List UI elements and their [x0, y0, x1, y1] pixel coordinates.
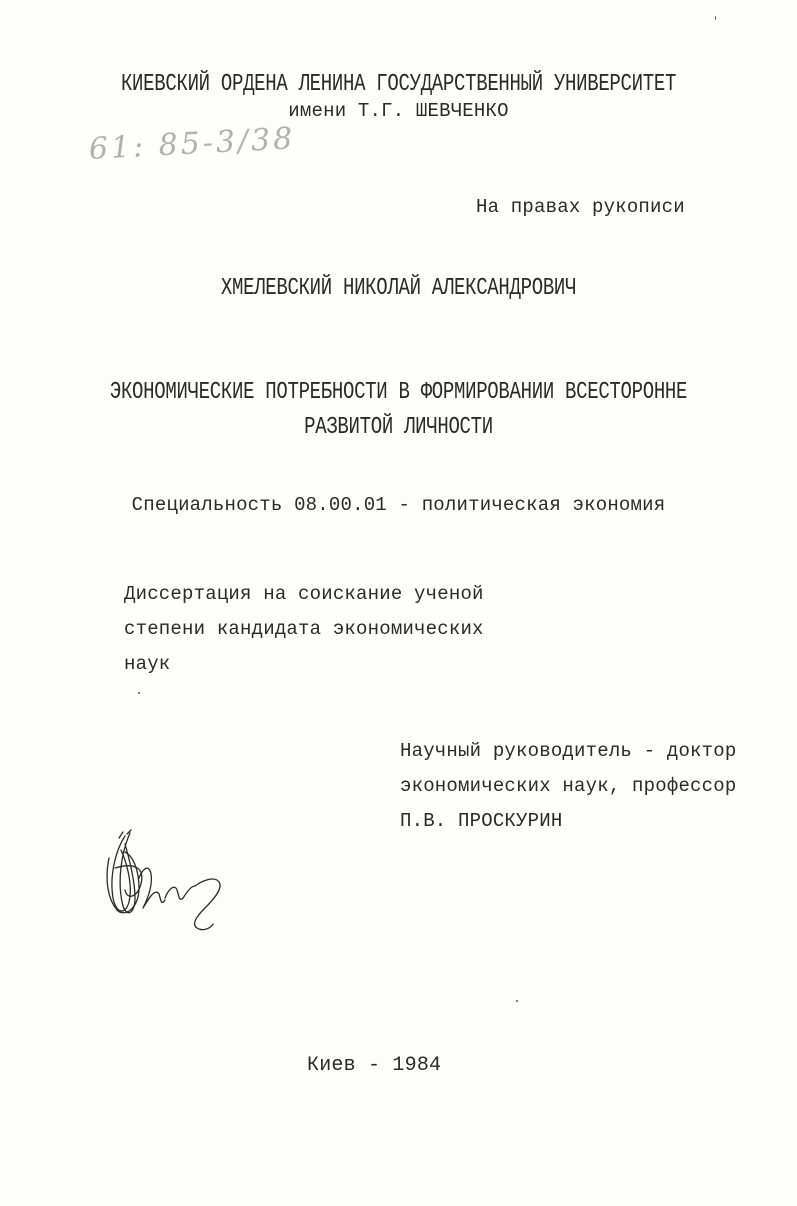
paper-speck [138, 692, 140, 694]
supervisor-line2: экономических наук, профессор [400, 775, 737, 797]
paper-speck [516, 1000, 518, 1002]
supervisor-line1: Научный руководитель - доктор [400, 740, 737, 762]
university-name: КИЕВСКИЙ ОРДЕНА ЛЕНИНА ГОСУДАРСТВЕННЫЙ УНИВЕРСИТЕТ [120, 70, 677, 98]
specialty: Специальность 08.00.01 - политическая экономия [131, 494, 666, 516]
supervisor-name: П.В. ПРОСКУРИН [400, 810, 563, 832]
dissertation-degree-line2: степени кандидата экономических [124, 618, 484, 640]
dissertation-title-line1: ЭКОНОМИЧЕСКИЕ ПОТРЕБНОСТИ В ФОРМИРОВАНИИ ВСЕСТОРОННЕ [109, 378, 688, 406]
university-named-after: имени Т.Г. ШЕВЧЕНКО [288, 100, 509, 122]
dissertation-title-line2: РАЗВИТОЙ ЛИЧНОСТИ [304, 413, 493, 441]
paper-speck [715, 16, 716, 20]
author-name: ХМЕЛЕВСКИЙ НИКОЛАЙ АЛЕКСАНДРОВИЧ [220, 274, 577, 302]
handwritten-shelfmark: 61: 85-3/38 [88, 121, 297, 167]
place-and-year: Киев - 1984 [307, 1054, 442, 1077]
dissertation-degree-line3: наук [124, 653, 171, 675]
handwritten-signature [95, 828, 235, 938]
rights-note: На правах рукописи [476, 196, 685, 218]
dissertation-degree-line1: Диссертация на соискание ученой [124, 583, 484, 605]
